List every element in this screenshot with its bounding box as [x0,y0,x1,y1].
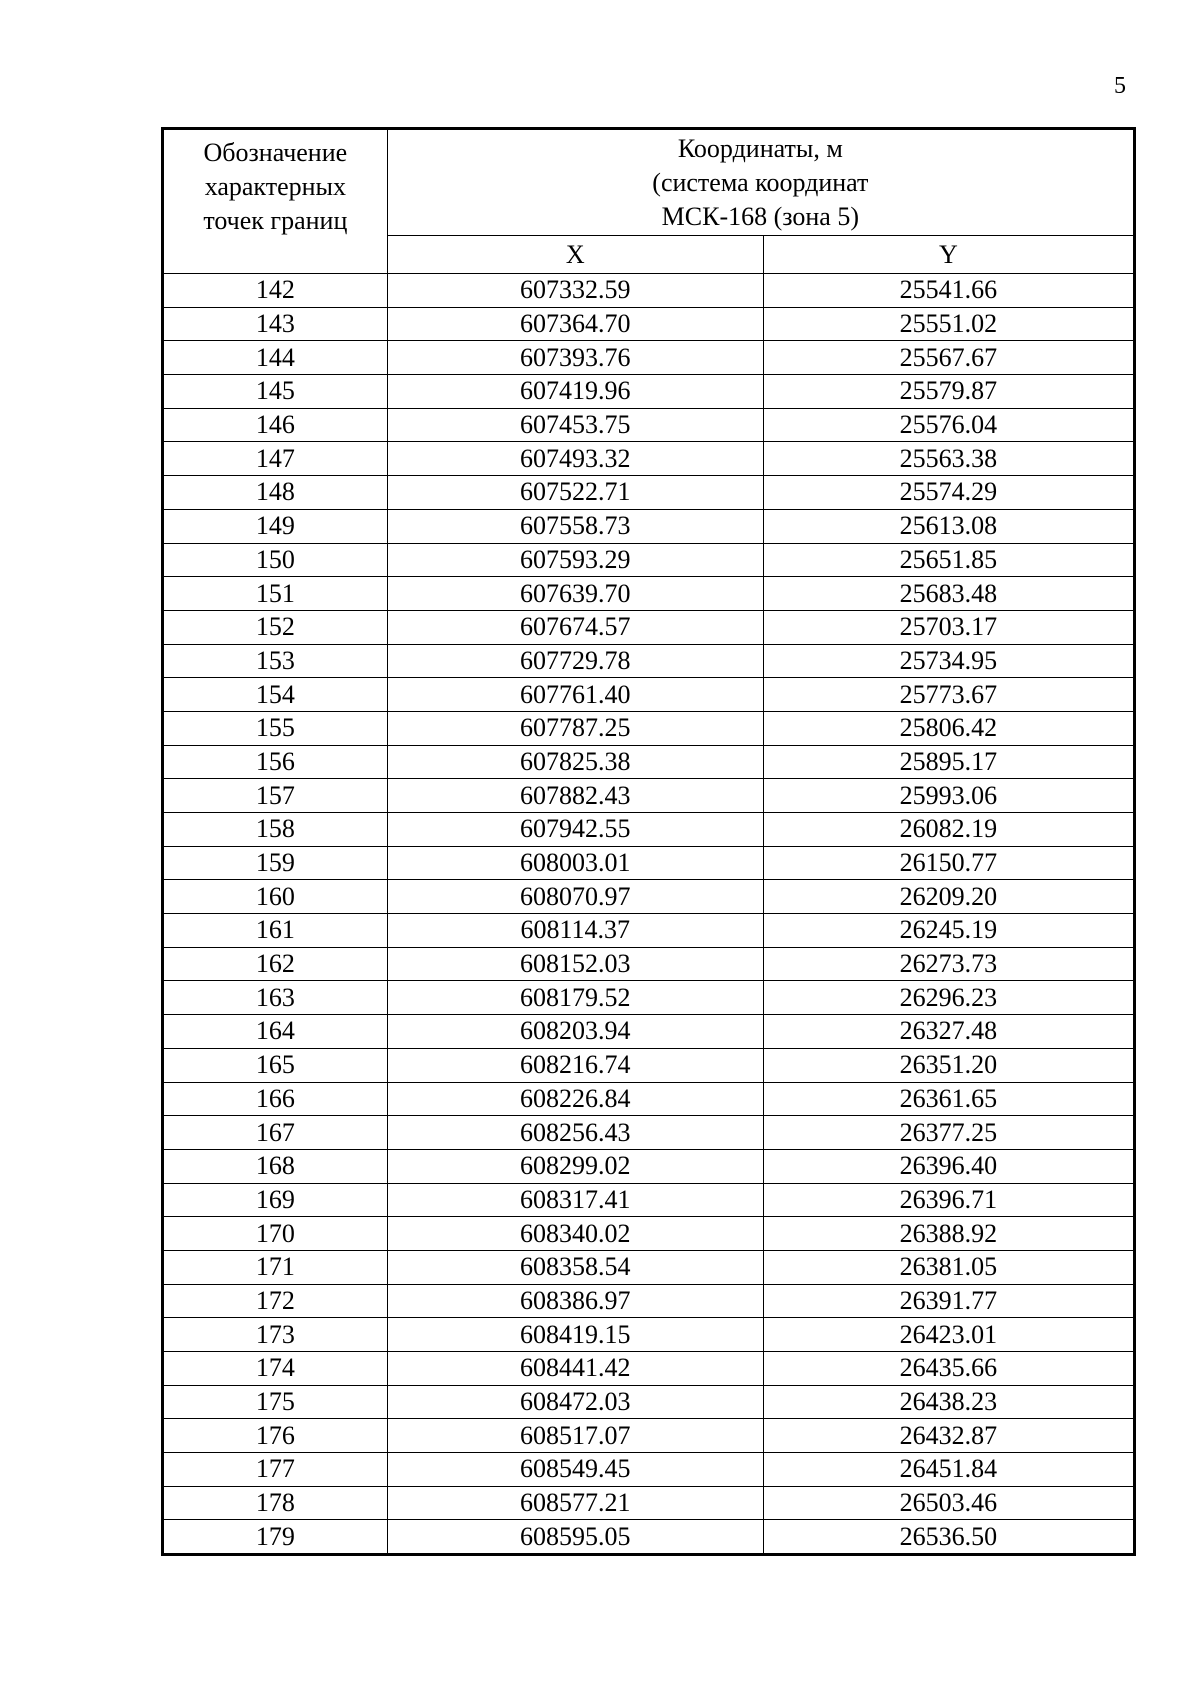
x-coordinate-cell: 608203.94 [387,1015,763,1049]
point-id-cell: 179 [163,1520,388,1555]
y-coordinate-cell: 26432.87 [763,1419,1134,1453]
x-coordinate-cell: 608419.15 [387,1318,763,1352]
point-id-cell: 174 [163,1352,388,1386]
page-number: 5 [1114,73,1126,99]
table-row [163,1318,1135,1352]
x-coordinate-cell: 608216.74 [387,1048,763,1082]
x-coordinate-cell: 607364.70 [387,307,763,341]
y-coordinate-cell: 25895.17 [763,745,1134,779]
table-row [163,880,1135,914]
x-coordinate-cell: 607674.57 [387,610,763,644]
x-coordinate-cell: 608299.02 [387,1149,763,1183]
y-coordinate-cell: 25806.42 [763,711,1134,745]
point-id-cell: 161 [163,914,388,948]
header-point-designation: Обозначение характерных точек границ [163,129,388,274]
table-row [163,1183,1135,1217]
table-row [163,1149,1135,1183]
x-coordinate-cell: 608386.97 [387,1284,763,1318]
y-coordinate-cell: 25613.08 [763,509,1134,543]
point-id-cell: 158 [163,813,388,847]
table-row [163,442,1135,476]
point-id-cell: 159 [163,846,388,880]
x-coordinate-cell: 607419.96 [387,375,763,409]
x-coordinate-cell: 608317.41 [387,1183,763,1217]
point-id-cell: 164 [163,1015,388,1049]
table-row [163,846,1135,880]
x-coordinate-cell: 608441.42 [387,1352,763,1386]
point-id-cell: 153 [163,644,388,678]
y-coordinate-cell: 26503.46 [763,1486,1134,1520]
y-coordinate-cell: 26391.77 [763,1284,1134,1318]
x-coordinate-cell: 607493.32 [387,442,763,476]
y-coordinate-cell: 26150.77 [763,846,1134,880]
table-row [163,1048,1135,1082]
header-coordinates: Координаты, м (система координат МСК-168 (зона 5) [387,129,1134,236]
x-coordinate-cell: 608256.43 [387,1116,763,1150]
y-coordinate-cell: 25703.17 [763,610,1134,644]
x-coordinate-cell: 607825.38 [387,745,763,779]
point-id-cell: 152 [163,610,388,644]
y-coordinate-cell: 26536.50 [763,1520,1134,1555]
point-id-cell: 150 [163,543,388,577]
x-coordinate-cell: 607787.25 [387,711,763,745]
table-row [163,745,1135,779]
point-id-cell: 166 [163,1082,388,1116]
y-coordinate-cell: 26396.40 [763,1149,1134,1183]
coordinates-table [161,127,1136,1556]
table-row [163,1284,1135,1318]
y-coordinate-cell: 26327.48 [763,1015,1134,1049]
y-coordinate-cell: 25993.06 [763,779,1134,813]
x-coordinate-cell: 607453.75 [387,408,763,442]
point-id-cell: 175 [163,1385,388,1419]
x-coordinate-cell: 608070.97 [387,880,763,914]
table-row [163,543,1135,577]
x-coordinate-cell: 608114.37 [387,914,763,948]
table-row [163,813,1135,847]
point-id-cell: 151 [163,577,388,611]
table-row [163,1419,1135,1453]
table-row [163,711,1135,745]
x-coordinate-cell: 607882.43 [387,779,763,813]
x-coordinate-cell: 608340.02 [387,1217,763,1251]
point-id-cell: 170 [163,1217,388,1251]
table-row [163,1015,1135,1049]
y-coordinate-cell: 25574.29 [763,476,1134,510]
y-coordinate-cell: 25576.04 [763,408,1134,442]
table-row [163,981,1135,1015]
point-id-cell: 176 [163,1419,388,1453]
x-coordinate-cell: 607942.55 [387,813,763,847]
table-row [163,1082,1135,1116]
point-id-cell: 143 [163,307,388,341]
x-coordinate-cell: 607522.71 [387,476,763,510]
y-coordinate-cell: 25551.02 [763,307,1134,341]
point-id-cell: 154 [163,678,388,712]
point-id-cell: 162 [163,947,388,981]
y-coordinate-cell: 26245.19 [763,914,1134,948]
point-id-cell: 163 [163,981,388,1015]
y-coordinate-cell: 26388.92 [763,1217,1134,1251]
x-coordinate-cell: 608179.52 [387,981,763,1015]
point-id-cell: 172 [163,1284,388,1318]
y-coordinate-cell: 26361.65 [763,1082,1134,1116]
x-coordinate-cell: 607393.76 [387,341,763,375]
table-row [163,1217,1135,1251]
y-coordinate-cell: 26423.01 [763,1318,1134,1352]
x-coordinate-cell: 607761.40 [387,678,763,712]
table-row [163,914,1135,948]
header-y: Y [763,236,1134,274]
point-id-cell: 149 [163,509,388,543]
table-row [163,375,1135,409]
x-coordinate-cell: 607558.73 [387,509,763,543]
y-coordinate-cell: 26451.84 [763,1453,1134,1487]
y-coordinate-cell: 25734.95 [763,644,1134,678]
x-coordinate-cell: 608577.21 [387,1486,763,1520]
point-id-cell: 148 [163,476,388,510]
table-body [163,274,1135,1555]
table-row [163,678,1135,712]
table-row [163,307,1135,341]
table-row [163,1352,1135,1386]
table-row [163,1486,1135,1520]
table-row [163,610,1135,644]
table-row [163,1453,1135,1487]
point-id-cell: 168 [163,1149,388,1183]
point-id-cell: 171 [163,1250,388,1284]
point-id-cell: 147 [163,442,388,476]
y-coordinate-cell: 26435.66 [763,1352,1134,1386]
point-id-cell: 173 [163,1318,388,1352]
header-x: X [387,236,763,274]
x-coordinate-cell: 607639.70 [387,577,763,611]
y-coordinate-cell: 25541.66 [763,274,1134,308]
table-row [163,274,1135,308]
table-row [163,408,1135,442]
y-coordinate-cell: 26296.23 [763,981,1134,1015]
table-row [163,1385,1135,1419]
x-coordinate-cell: 608595.05 [387,1520,763,1555]
table-row [163,1520,1135,1555]
y-coordinate-cell: 26209.20 [763,880,1134,914]
table-row [163,577,1135,611]
x-coordinate-cell: 608472.03 [387,1385,763,1419]
point-id-cell: 145 [163,375,388,409]
table-row [163,341,1135,375]
point-id-cell: 155 [163,711,388,745]
point-id-cell: 144 [163,341,388,375]
y-coordinate-cell: 25567.67 [763,341,1134,375]
y-coordinate-cell: 25683.48 [763,577,1134,611]
x-coordinate-cell: 607729.78 [387,644,763,678]
y-coordinate-cell: 25563.38 [763,442,1134,476]
table-row [163,1250,1135,1284]
x-coordinate-cell: 608549.45 [387,1453,763,1487]
point-id-cell: 160 [163,880,388,914]
x-coordinate-cell: 608358.54 [387,1250,763,1284]
y-coordinate-cell: 25773.67 [763,678,1134,712]
y-coordinate-cell: 26396.71 [763,1183,1134,1217]
x-coordinate-cell: 608003.01 [387,846,763,880]
y-coordinate-cell: 26438.23 [763,1385,1134,1419]
y-coordinate-cell: 26377.25 [763,1116,1134,1150]
point-id-cell: 178 [163,1486,388,1520]
point-id-cell: 142 [163,274,388,308]
x-coordinate-cell: 608152.03 [387,947,763,981]
x-coordinate-cell: 607332.59 [387,274,763,308]
table-header [163,129,1135,274]
point-id-cell: 165 [163,1048,388,1082]
point-id-cell: 167 [163,1116,388,1150]
y-coordinate-cell: 26381.05 [763,1250,1134,1284]
y-coordinate-cell: 26351.20 [763,1048,1134,1082]
table-row [163,509,1135,543]
table-row [163,1116,1135,1150]
y-coordinate-cell: 26273.73 [763,947,1134,981]
y-coordinate-cell: 26082.19 [763,813,1134,847]
table-row [163,476,1135,510]
point-id-cell: 156 [163,745,388,779]
table-row [163,947,1135,981]
y-coordinate-cell: 25579.87 [763,375,1134,409]
x-coordinate-cell: 608226.84 [387,1082,763,1116]
y-coordinate-cell: 25651.85 [763,543,1134,577]
x-coordinate-cell: 608517.07 [387,1419,763,1453]
x-coordinate-cell: 607593.29 [387,543,763,577]
point-id-cell: 169 [163,1183,388,1217]
point-id-cell: 146 [163,408,388,442]
point-id-cell: 157 [163,779,388,813]
table-row [163,779,1135,813]
table-row [163,644,1135,678]
point-id-cell: 177 [163,1453,388,1487]
